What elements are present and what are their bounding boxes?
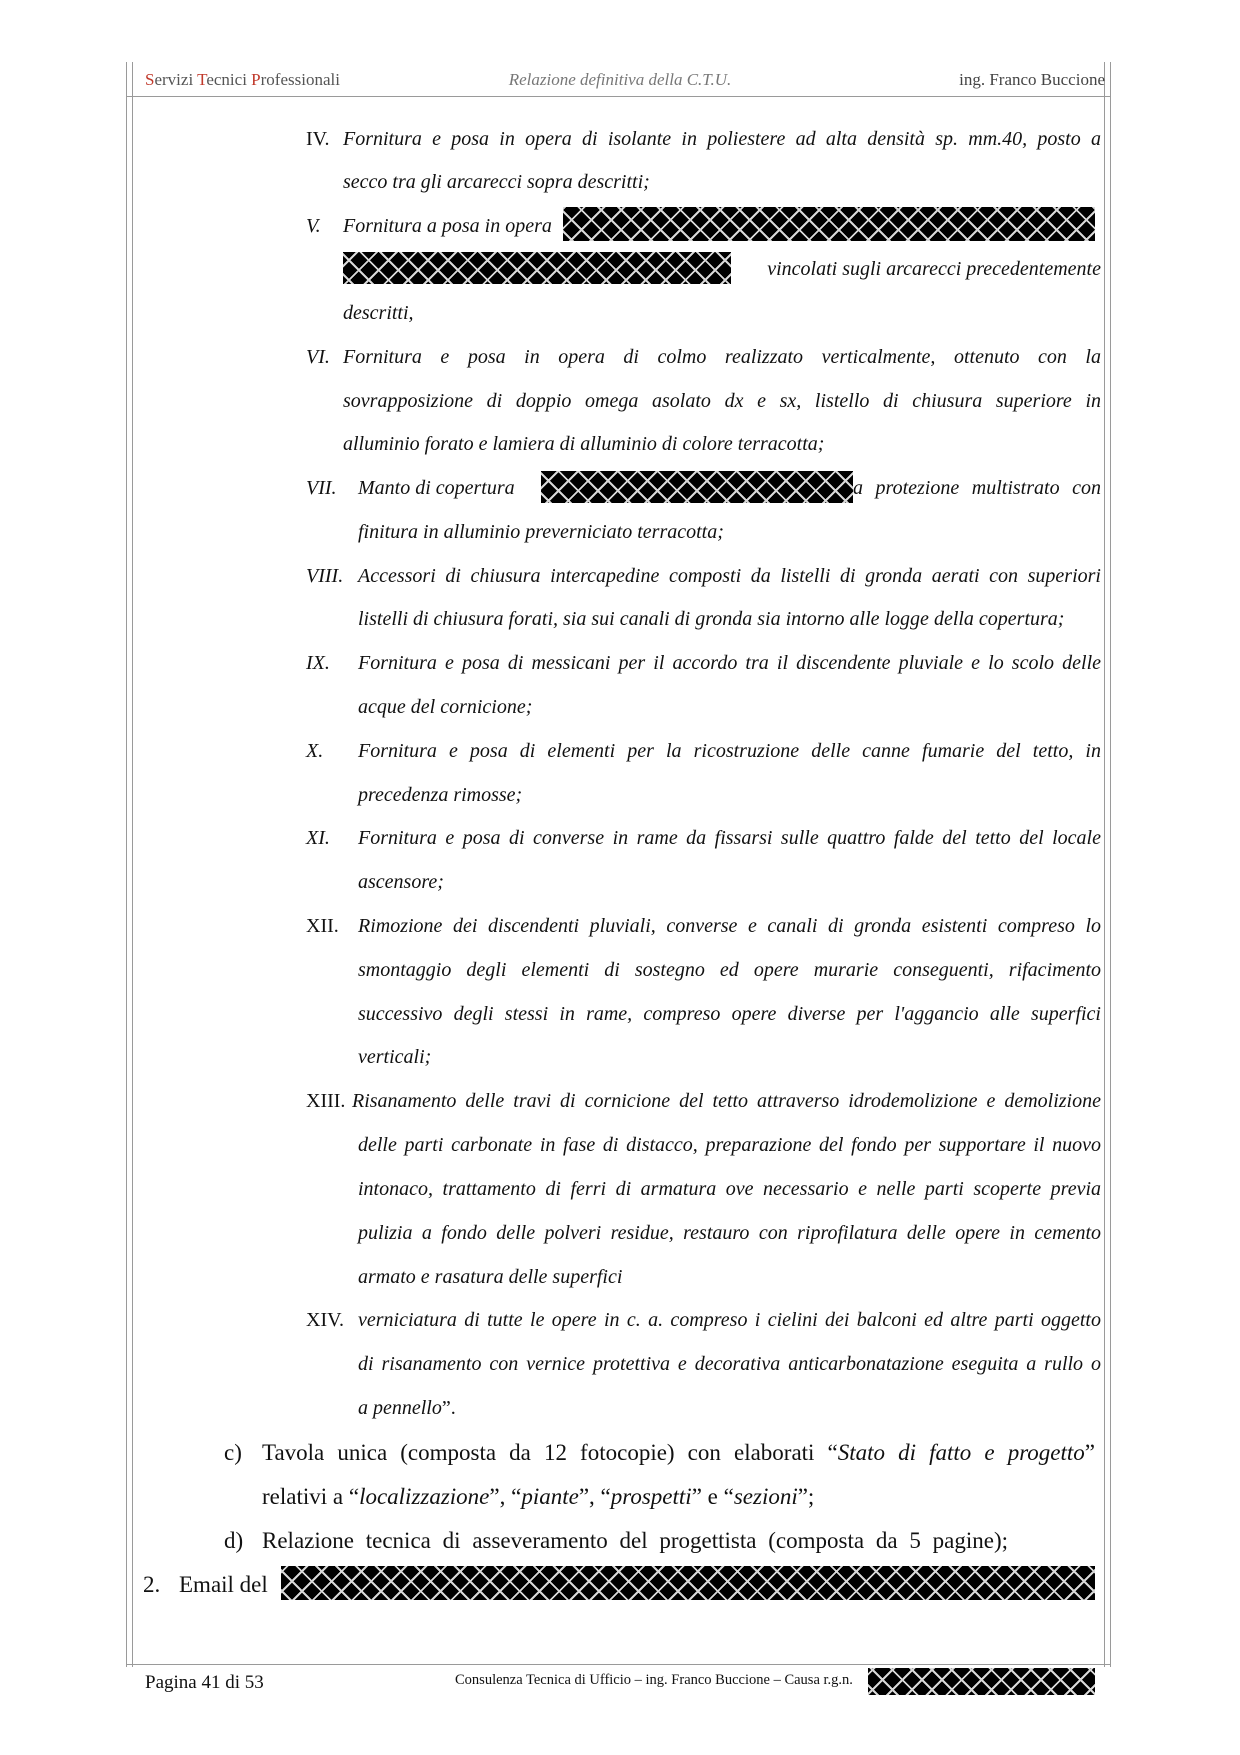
frame-right-outer bbox=[1110, 62, 1111, 1667]
list-item-c-line2: relativi a “localizzazione”, “piante”, “prospetti” e “sezioni”; bbox=[262, 1484, 815, 1509]
list-item-2-label: 2. bbox=[143, 1572, 161, 1597]
list-item-d-label: d) bbox=[224, 1528, 244, 1553]
redaction-block bbox=[563, 207, 1095, 241]
redaction-block bbox=[541, 471, 853, 503]
header-right: ing. Franco Buccione bbox=[959, 70, 1105, 89]
list-item-2-text: Email del bbox=[179, 1572, 268, 1597]
frame-left-inner bbox=[132, 62, 133, 1667]
redaction-block bbox=[868, 1668, 1095, 1695]
footer-right: Consulenza Tecnica di Ufficio – ing. Franco Buccione – Causa r.g.n. bbox=[455, 1672, 853, 1688]
list-item-c-label: c) bbox=[224, 1440, 242, 1465]
footer-page-number: Pagina 41 di 53 bbox=[145, 1672, 264, 1693]
redaction-block bbox=[343, 252, 731, 284]
header-rule bbox=[126, 96, 1111, 97]
redaction-block bbox=[281, 1566, 1095, 1600]
frame-left-outer bbox=[126, 62, 127, 1667]
list-item-d-text: Relazione tecnica di asseveramento del progettista (composta da 5 pagine); bbox=[262, 1528, 1008, 1553]
list-item-c-line1: Tavola unica (composta da 12 fotocopie) con elaborati “Stato di fatto e progetto” bbox=[262, 1440, 1095, 1465]
header-center: Relazione definitiva della C.T.U. bbox=[508, 70, 732, 89]
footer-rule bbox=[126, 1664, 1111, 1665]
frame-right-inner bbox=[1104, 62, 1105, 1667]
header-left: Servizi Tecnici Professionali bbox=[145, 70, 340, 89]
